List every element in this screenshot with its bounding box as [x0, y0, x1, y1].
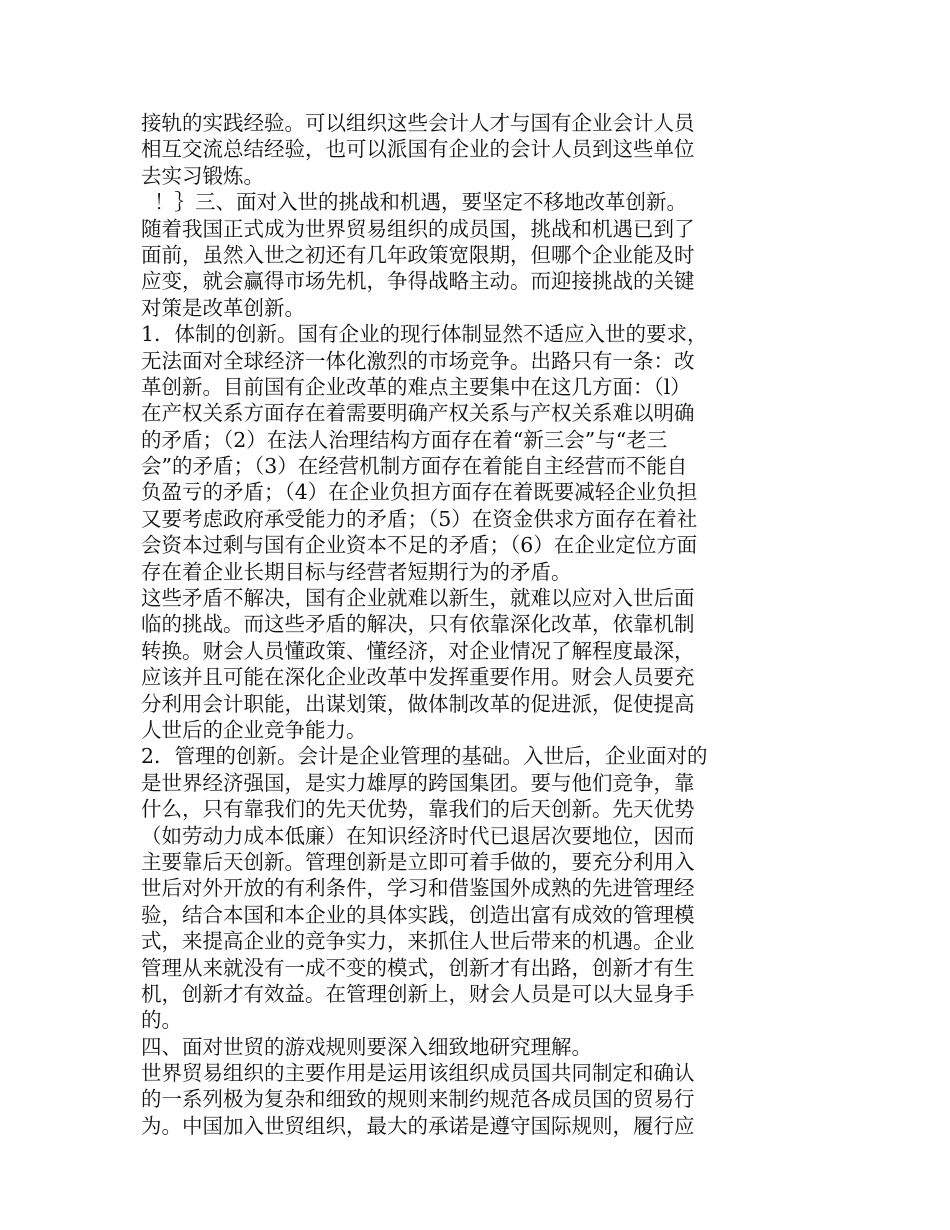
- text-line: 革创新。目前国有企业改革的难点主要集中在这几方面：（l）: [141, 374, 691, 399]
- text-line: 是世界经济强国，是实力雄厚的跨国集团。要与他们竞争，靠: [141, 770, 695, 795]
- text-line: 世界贸易组织的主要作用是运用该组织成员国共同制定和确认: [141, 1061, 695, 1086]
- text-line: 的矛盾；（2）在法人治理结构方面存在着“新三会”与“老三: [141, 427, 668, 452]
- text-line: 1．体制的创新。国有企业的现行体制显然不适应入世的要求，: [141, 322, 708, 347]
- text-line: 的一系列极为复杂和细致的规则来制约规范各成员国的贸易行: [141, 1087, 695, 1112]
- text-line: 为。中国加入世贸组织，最大的承诺是遵守国际规则，履行应: [141, 1113, 695, 1138]
- text-line: 又要考虑政府承受能力的矛盾；（5）在资金供求方面存在着社: [141, 506, 698, 531]
- text-line: 分利用会计职能，出谋划策，做体制改革的促进派，促使提高: [141, 691, 695, 716]
- text-line: 应变，就会赢得市场先机，争得战略主动。而迎接挑战的关键: [141, 269, 695, 294]
- text-line: 负盈亏的矛盾；（4）在企业负担方面存在着既要减轻企业负担: [141, 480, 698, 505]
- text-line: 世后对外开放的有利条件，学习和借鉴国外成熟的先进管理经: [141, 876, 695, 901]
- text-line: 四、面对世贸的游戏规则要深入细致地研究理解。: [141, 1034, 592, 1059]
- text-line: 管理从来就没有一成不变的模式，创新才有出路，创新才有生: [141, 955, 695, 980]
- text-line: 接轨的实践经验。可以组织这些会计人才与国有企业会计人员: [141, 111, 695, 135]
- document-body: [141, 110, 751, 1139]
- text-line: 会资本过剩与国有企业资本不足的矛盾；（6）在企业定位方面: [141, 533, 698, 558]
- text-line: 人世后的企业竞争能力。: [141, 717, 367, 742]
- text-line: 应该并且可能在深化企业改革中发挥重要作用。财会人员要充: [141, 665, 695, 690]
- text-line: 2．管理的创新。会计是企业管理的基础。入世后，企业面对的: [141, 744, 708, 769]
- text-line: 存在着企业长期目标与经营者短期行为的矛盾。: [141, 559, 572, 584]
- text-line: 转换。财会人员懂政策、懂经济，对企业情况了解程度最深，: [141, 638, 695, 663]
- text-line: 验，结合本国和本企业的具体实践，创造出富有成效的管理模: [141, 902, 695, 927]
- text-line: 的。: [141, 1008, 182, 1033]
- text-line: 对策是改革创新。: [141, 295, 305, 320]
- text-line: 主要靠后天创新。管理创新是立即可着手做的，要充分利用入: [141, 849, 695, 874]
- text-line: 这些矛盾不解决，国有企业就难以新生，就难以应对入世后面: [141, 586, 695, 611]
- text-line: 相互交流总结经验，也可以派国有企业的会计人员到这些单位: [141, 137, 695, 162]
- text-line: 会”的矛盾；（3）在经营机制方面存在着能自主经营而不能自: [141, 454, 688, 479]
- text-line: 随着我国正式成为世界贸易组织的成员国，挑战和机遇已到了: [141, 216, 695, 241]
- text-line: 机，创新才有效益。在管理创新上，财会人员是可以大显身手: [141, 981, 695, 1006]
- text-line: ！｝三、面对入世的挑战和机遇，要坚定不移地改革创新。: [141, 190, 688, 215]
- text-line: 什么，只有靠我们的先天优势，靠我们的后天创新。先天优势: [141, 797, 695, 822]
- text-line: 无法面对全球经济一体化激烈的市场竞争。出路只有一条：改: [141, 348, 695, 373]
- text-line: 在产权关系方面存在着需要明确产权关系与产权关系难以明确: [141, 401, 695, 426]
- text-line: 临的挑战。而这些矛盾的解决，只有依靠深化改革，依靠机制: [141, 612, 695, 637]
- text-line: 去实习锻炼。: [141, 163, 264, 188]
- text-line: （如劳动力成本低廉）在知识经济时代已退居次要地位，因而: [141, 823, 695, 848]
- text-line: 式，来提高企业的竞争实力，来抓住人世后带来的机遇。企业: [141, 929, 695, 954]
- text-line: 面前，虽然入世之初还有几年政策宽限期，但哪个企业能及时: [141, 242, 695, 267]
